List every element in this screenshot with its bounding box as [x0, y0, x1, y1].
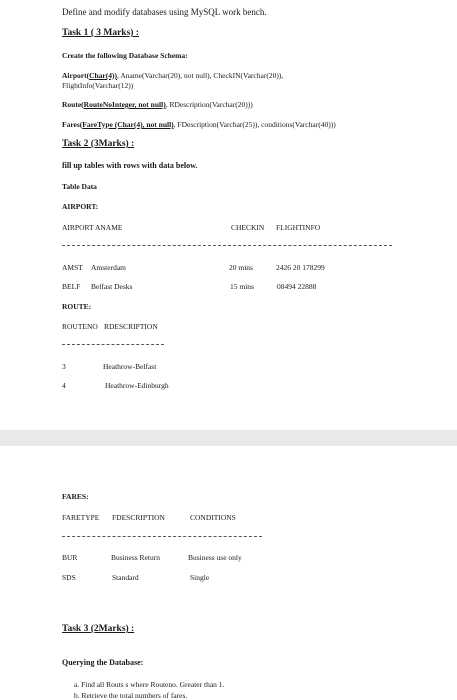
schema-airport-key: Char(4)) [89, 71, 117, 80]
schema-airport-rest: , Aname(Varchar(20), not null), CheckIN(Varchar(20)), [117, 71, 284, 80]
fares-table-divider [62, 536, 262, 537]
fares-row-1-description: Business Return [111, 553, 160, 562]
schema-route-key: RouteNoInteger, not null) [83, 100, 166, 109]
route-table-divider [62, 344, 164, 345]
querying-heading: Querying the Database: [62, 658, 144, 667]
route-row-2-routeno: 4 [62, 381, 66, 390]
query-a-text: Find all Routs s where Routeno. Greater than 1. [81, 680, 225, 689]
document-page-2 [0, 446, 457, 700]
query-b-text: Retrieve the total numbers of fares. [81, 691, 188, 700]
query-item-b [74, 691, 187, 700]
fares-header-faretype: FARETYPE [62, 513, 100, 522]
airport-row-2-checkin: 15 mins [230, 282, 254, 291]
route-header-routeno: ROUTENO [62, 322, 98, 331]
fares-row-1-faretype: BUR [62, 553, 78, 562]
airport-row-1-code: AMST [62, 263, 83, 272]
fares-header-conditions: CONDITIONS [190, 513, 236, 522]
schema-fares-key: FareType (Char(4), not null) [82, 120, 174, 129]
query-b-marker: b. [74, 691, 80, 700]
schema-route [62, 100, 253, 109]
route-row-1-routeno: 3 [62, 362, 66, 371]
fares-header-fdescription: FDESCRIPTION [112, 513, 165, 522]
fares-row-1-conditions: Business use only [188, 553, 242, 562]
route-row-1-description: Heathrow-Belfast [103, 362, 157, 371]
route-row-2-description: Heathrow-Edinburgh [105, 381, 169, 390]
route-label: ROUTE: [62, 302, 92, 311]
table-data-label: Table Data [62, 182, 97, 191]
intro-text: Define and modify databases using MySQL work bench. [62, 7, 267, 17]
airport-row-1-name: Amsterdam [91, 263, 126, 272]
schema-route-rest: , RDescription(Varchar(20))) [165, 100, 253, 109]
schema-airport [62, 71, 283, 80]
airport-table-divider [62, 245, 392, 246]
query-item-a [74, 680, 224, 689]
airport-row-1-flightinfo: 2426 20 178299 [276, 263, 325, 272]
fares-row-2-description: Standard [112, 573, 139, 582]
schema-airport-line2: FlightInfo(Varchar(12)) [62, 81, 134, 90]
query-a-marker: a. [74, 680, 80, 689]
route-header-rdescription: RDESCRIPTION [104, 322, 158, 331]
fill-tables-text: fill up tables with rows with data below. [62, 161, 198, 170]
schema-fares-name: Fares( [62, 120, 83, 129]
fares-row-2-conditions: Single [190, 573, 210, 582]
fares-row-2-faretype: SDS [62, 573, 76, 582]
task1-heading: Task 1 ( 3 Marks) : [62, 28, 139, 38]
airport-row-2-flightinfo: 08494 22888 [277, 282, 317, 291]
task2-heading: Task 2 (3Marks) : [62, 139, 135, 149]
airport-row-1-checkin: 20 mins [229, 263, 253, 272]
schema-fares-rest: , FDescription(Varchar(25)), conditions(Varchar(40))) [173, 120, 336, 129]
airport-header-checkin: CHECKIN [231, 223, 265, 232]
airport-header-airport-aname: AIRPORT ANAME [62, 223, 123, 232]
airport-row-2-name: Belfast Desks [91, 282, 133, 291]
airport-row-2-code: BELF [62, 282, 81, 291]
schema-airport-name: Airport( [62, 71, 90, 80]
schema-route-name: Route( [62, 100, 84, 109]
airport-label: AIRPORT: [62, 202, 99, 211]
airport-header-flightinfo: FLIGHTINFO [276, 223, 321, 232]
fares-label: FARES: [62, 492, 89, 501]
schema-fares [62, 120, 336, 129]
create-schema-text: Create the following Database Schema: [62, 51, 188, 60]
task3-heading: Task 3 (2Marks) : [62, 624, 135, 634]
